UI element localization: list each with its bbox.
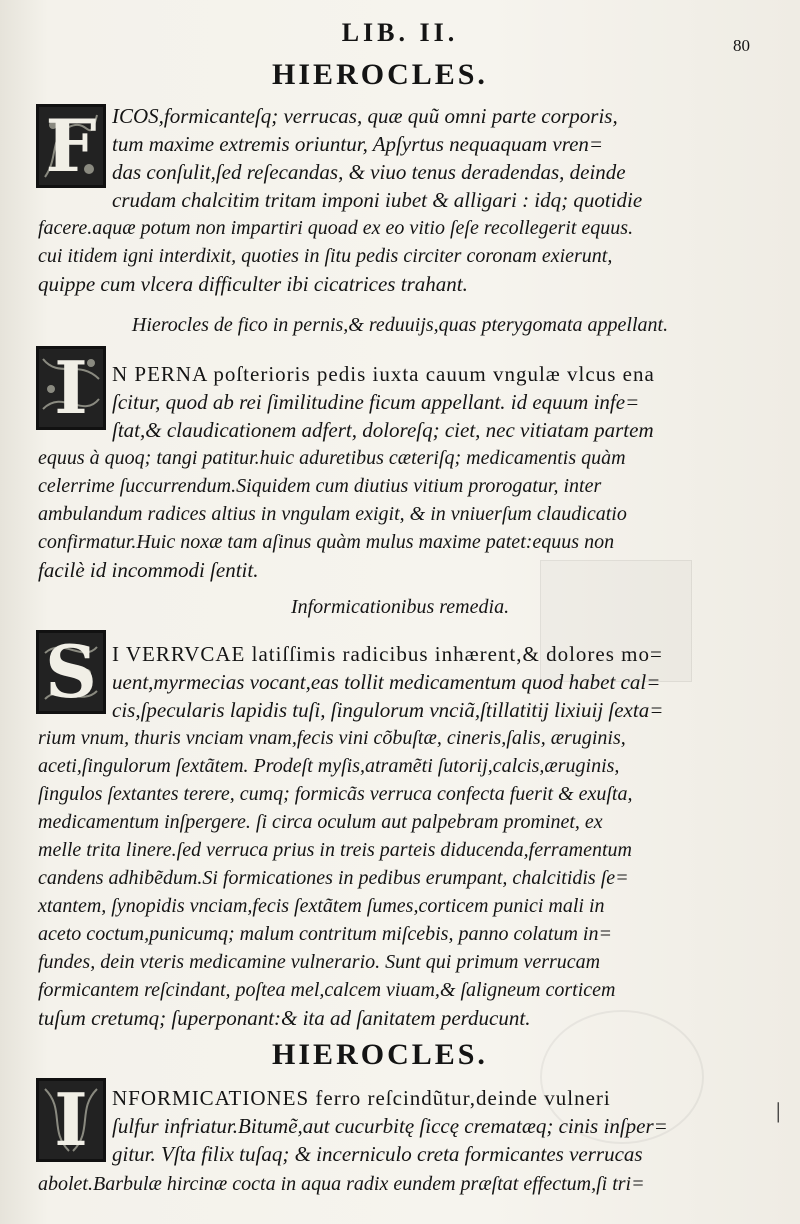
- text-line: ſtat,& claudicationem adfert, doloreſq; ciet, nec vitiatam partem: [112, 418, 654, 442]
- section-subheading: Informicationibus remedia.: [290, 596, 510, 618]
- text-line: confirmatur.Huic noxæ tam aſinus quàm mulus maxime patet:equus non: [38, 531, 615, 553]
- text-line: aceti,ſingulorum ſextãtem. Prodeſt myſis,atramẽti ſutorij,calcis,æruginis,: [38, 755, 620, 777]
- decorated-initial-s: [36, 630, 106, 714]
- margin-mark: |: [776, 1098, 781, 1123]
- text-line: ambulandum radices altius in vngulam exigit, & in vniuerſum claudicatio: [38, 503, 627, 525]
- initial-letter: F: [45, 103, 97, 188]
- section-heading: HIEROCLES.: [272, 1038, 488, 1071]
- text-line: cis,ſpecularis lapidis tuſi, ſingulorum vnciã,ſtillatitij lixiuij ſexta=: [112, 698, 664, 722]
- decorated-initial-i-second: [36, 1078, 106, 1162]
- text-line: facilè id incommodi ſentit.: [38, 558, 259, 582]
- text-line: formicantem reſcindant, poſtea mel,calcem viuam,& ſaligneum corticem: [38, 979, 616, 1001]
- text-line: crudam chalcitim tritam imponi iubet & alligari : idq; quotidie: [112, 188, 643, 212]
- decorated-initial-f: [36, 104, 106, 188]
- text-line: xtantem, ſynopidis vnciam,fecis ſextãtem ſumes,corticem punici mali in: [38, 895, 605, 917]
- text-line: tum maxime extremis oriuntur, Apſyrtus nequaquam vren=: [112, 132, 604, 156]
- text-line: facere.aquæ potum non impartiri quoad ex eo vitio ſeſe recollegerit equus.: [38, 217, 634, 239]
- text-line: cui itidem igni interdixit, quoties in ſitu pedis circiter coronam exierunt,: [38, 245, 613, 267]
- folio-number: 80: [733, 36, 750, 55]
- text-line: fundes, dein vteris medicamine vulnerario. Sunt qui primum verrucam: [38, 951, 601, 973]
- text-line: abolet.Barbulæ hircinæ cocta in aqua radix eundem præſtat effectum,ſi tri=: [38, 1173, 645, 1195]
- text-line: NFORMICATIONES ferro reſcindũtur,deinde vulneri: [112, 1086, 611, 1110]
- text-line: ſcitur, quod ab rei ſimilitudine ficum appellant. id equum infe=: [112, 390, 640, 414]
- section-subheading: Hierocles de fico in pernis,& reduuijs,quas pterygomata appellant.: [131, 314, 669, 336]
- text-line: gitur. Vſta filix tuſaq; & incerniculo creta formicantes verrucas: [112, 1142, 643, 1166]
- text-line: candens adhibẽdum.Si formicationes in pedibus erumpant, chalcitidis ſe=: [38, 867, 629, 889]
- decorated-initial-i: [36, 346, 106, 430]
- running-head: LIB. II.: [341, 18, 459, 47]
- text-line: medicamentum inſpergere. ſi circa oculum aut palpebram prominet, ex: [38, 811, 603, 833]
- text-line: tuſum cretumq; ſuperponant:& ita ad ſanitatem perducunt.: [38, 1006, 531, 1030]
- text-line: rium vnum, thuris vnciam vnam,fecis vini cõbuſtæ, cineris,ſalis, æruginis,: [38, 727, 626, 749]
- text-line: das conſulit,ſed reſecandas, & viuo tenus deradendas, deinde: [112, 160, 626, 184]
- initial-letter: S: [45, 629, 97, 714]
- text-line: celerrime ſuccurrendum.Siquidem cum diutius vitium prorogatur, inter: [38, 475, 602, 497]
- text-line: ICOS,formicanteſq; verrucas, quæ quũ omni parte corporis,: [112, 104, 618, 128]
- text-line: ſingulos ſextantes terere, cumq; formicãs verruca confecta fuerit & exuſta,: [38, 783, 633, 805]
- text-line: equus à quoq; tangi patitur.huic aduretibus cæteriſq; medicamentis quàm: [38, 447, 626, 469]
- initial-letter: I: [54, 1077, 88, 1162]
- text-line: ſulfur infriatur.Bitumẽ,aut cucurbitę ſiccę crematæq; cinis inſper=: [112, 1114, 668, 1138]
- text-line: uent,myrmecias vocant,eas tollit medicamentum quod habet cal=: [112, 670, 661, 694]
- text-line: I VERRVCAE latiſſimis radicibus inhærent,& dolores mo=: [112, 642, 663, 666]
- text-line: aceto coctum,punicumq; malum contritum miſcebis, panno colatum in=: [38, 923, 612, 945]
- section-heading: HIEROCLES.: [272, 58, 488, 91]
- text-line: melle trita linere.ſed verruca prius in treis parteis diducenda,ferramentum: [38, 839, 632, 861]
- text-line: quippe cum vlcera difficulter ibi cicatrices trahant.: [38, 272, 468, 296]
- initial-letter: I: [54, 345, 88, 430]
- text-line: N PERNA poſterioris pedis iuxta cauum vngulæ vlcus ena: [112, 362, 655, 386]
